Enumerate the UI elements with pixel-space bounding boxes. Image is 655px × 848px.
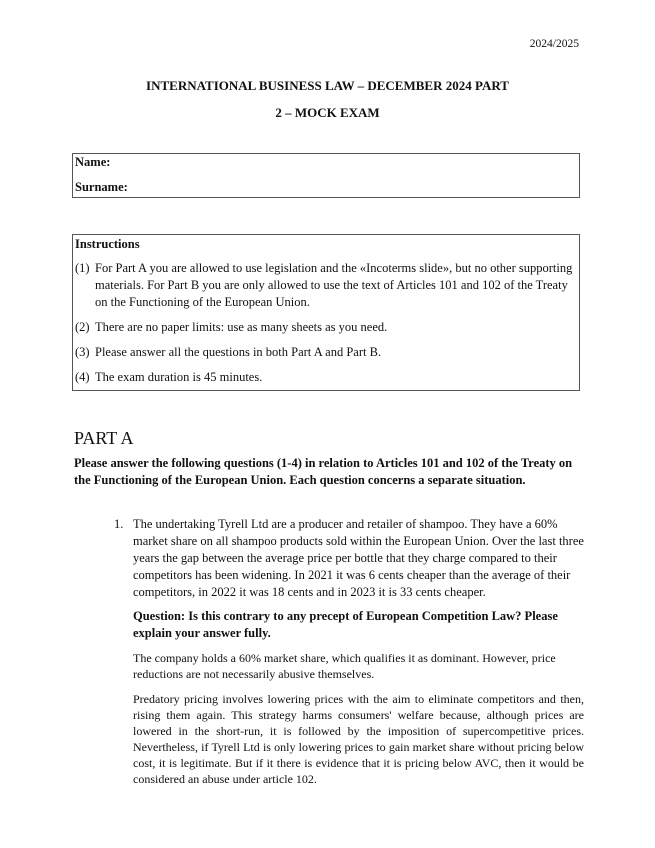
question-scenario: The undertaking Tyrell Ltd are a producer and retailer of shampoo. They have a 60% market share on all shampoo products sold within the European Union. Over the last three years the gap between the average price per bottle that they charge compared to their competitors has been widening. In 2021 it was 6 cents cheaper than the average of their competitors, in 2022 it was 18 cents and in 2023 it is 33 cents cheaper. <box>133 517 584 599</box>
question-prompt: Question: Is this contrary to any precept of European Competition Law? Please explain your answer fully. <box>133 609 558 640</box>
name-label: Name: <box>75 155 111 169</box>
part-a-intro: Please answer the following questions (1-4) in relation to Articles 101 and 102 of the Treaty on the Functioning of the European Union. Each question concerns a separate situation. <box>74 456 573 487</box>
instruction-text: The exam duration is 45 minutes. <box>95 370 263 384</box>
instruction-number: (1) <box>75 261 90 275</box>
answer-paragraph-2: Predatory pricing involves lowering prices with the aim to eliminate competitors and then, rising them again. This strategy harms consumers' welfare because, although prices are lowered in the short-run, it is followed by the imposition of supercompetitive prices. Nevertheless, if Tyrell Ltd is only lowering prices to gain market share without pricing below cost, it is legitimate. But if it there is evidence that it is pricing below AVC, then it would be considered an abuse under article 102. <box>133 692 584 786</box>
instruction-item <box>75 344 577 361</box>
instruction-number: (4) <box>75 370 90 384</box>
instruction-text: Please answer all the questions in both Part A and Part B. <box>95 345 382 359</box>
instruction-item <box>75 260 577 311</box>
identity-box <box>72 153 580 198</box>
question-1 <box>114 516 584 796</box>
exam-title-line-1: INTERNATIONAL BUSINESS LAW – DECEMBER 2024 PART <box>146 78 509 93</box>
instruction-number: (2) <box>75 320 90 334</box>
academic-year: 2024/2025 <box>529 38 579 50</box>
instructions-heading: Instructions <box>75 237 140 251</box>
instruction-number: (3) <box>75 345 90 359</box>
instruction-text: There are no paper limits: use as many sheets as you need. <box>95 320 388 334</box>
question-number: 1. <box>114 517 124 531</box>
exam-title-line-2: 2 – MOCK EXAM <box>275 105 380 120</box>
instruction-item <box>75 319 577 336</box>
instructions-box <box>72 234 580 391</box>
answer-paragraph-1: The company holds a 60% market share, which qualifies it as dominant. However, price reductions are not necessarily abusive themselves. <box>133 651 556 681</box>
surname-label: Surname: <box>75 180 128 194</box>
instruction-item <box>75 369 577 386</box>
part-a-heading: PART A <box>74 428 134 448</box>
instruction-text: For Part A you are allowed to use legislation and the «Incoterms slide», but no other supporting materials. For Part B you are only allowed to use the text of Articles 101 and 102 of the Treaty on the Functioning of the European Union. <box>95 261 573 309</box>
